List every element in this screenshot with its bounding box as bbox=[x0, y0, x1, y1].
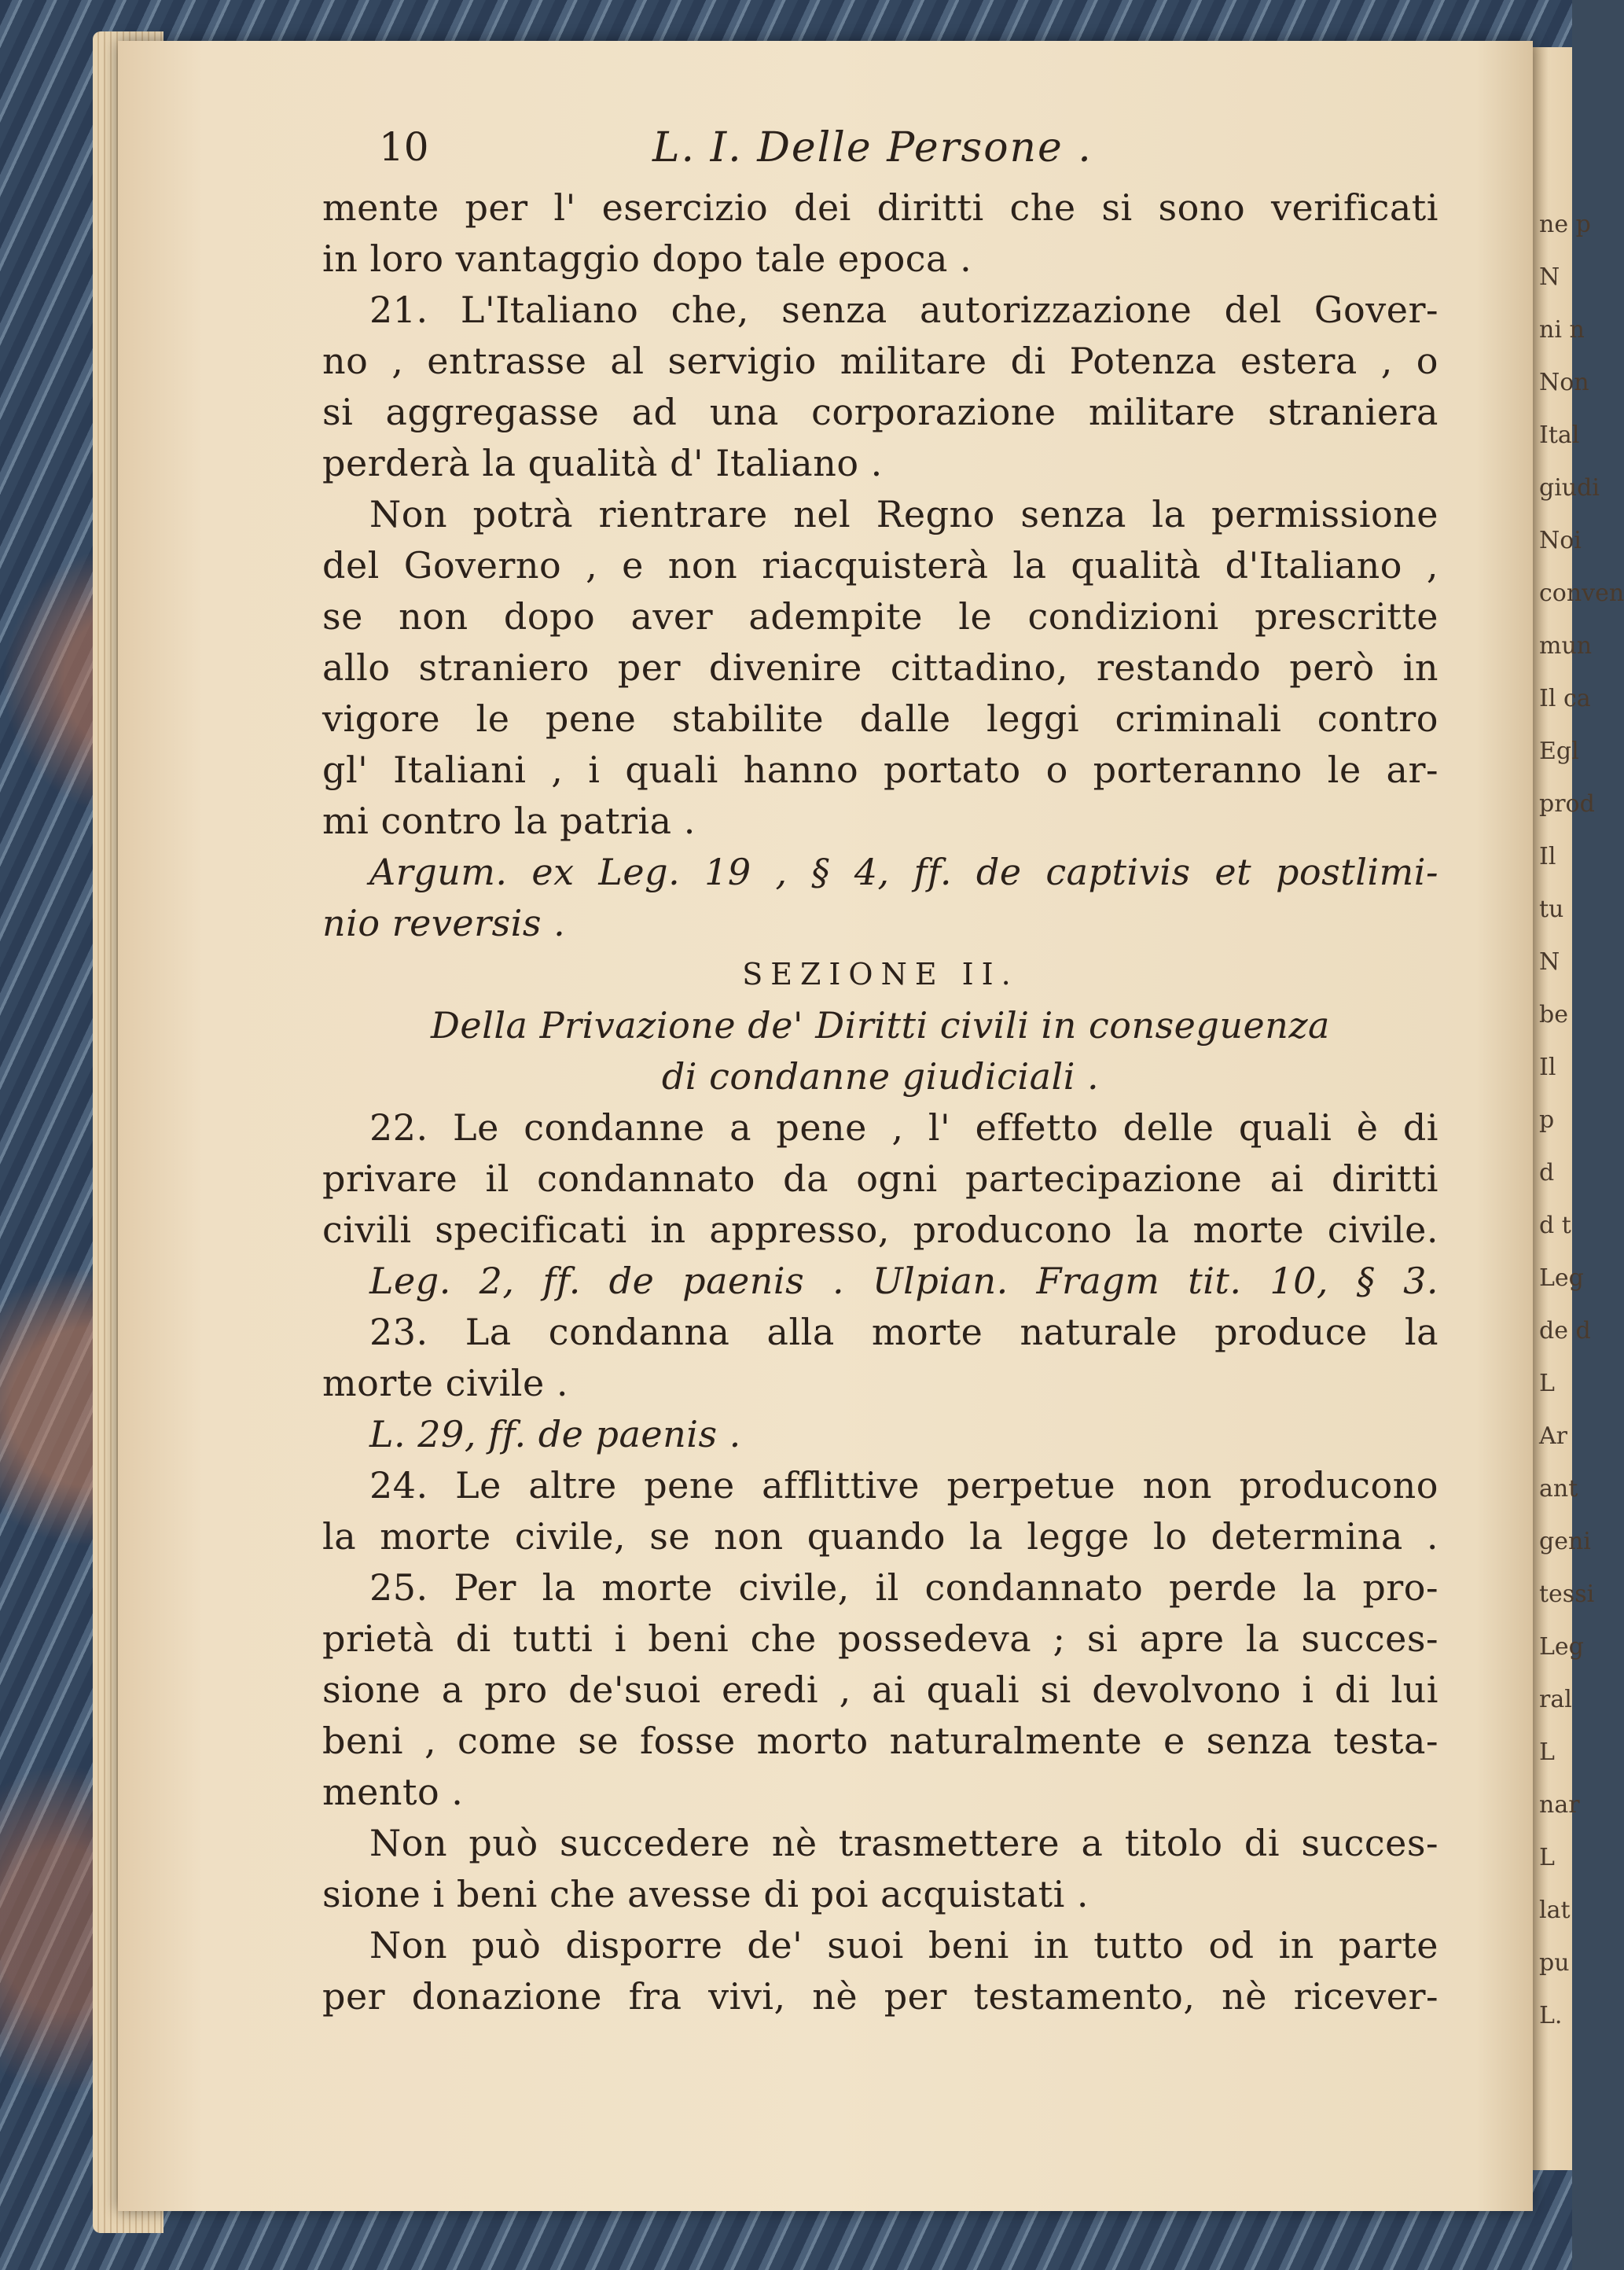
text-line: morte civile . bbox=[322, 1362, 568, 1404]
edge-fragment: tu bbox=[1539, 896, 1564, 923]
edge-fragment: d bbox=[1539, 1159, 1555, 1187]
text-line: vigore le pene stabilite dalle leggi criminali contro bbox=[322, 697, 1438, 740]
text-line: L. 29, ff. de paenis . bbox=[369, 1413, 741, 1455]
text-line: nio reversis . bbox=[322, 902, 566, 944]
text-line: civili specificati in appresso, producono la morte civile. bbox=[322, 1209, 1438, 1251]
text-line: Non può succedere nè trasmettere a titolo di succes- bbox=[369, 1822, 1438, 1864]
edge-fragment: Il bbox=[1539, 843, 1556, 870]
edge-fragment: L. bbox=[1539, 2002, 1563, 2029]
edge-fragment: conven bbox=[1539, 579, 1624, 607]
text-line: del Governo , e non riacquisterà la qualità d'Italiano , bbox=[322, 544, 1438, 587]
text-line: di condanne giudiciali . bbox=[661, 1055, 1100, 1098]
edge-fragment: geni bbox=[1539, 1528, 1591, 1555]
running-title: L. I. Delle Persone . bbox=[652, 124, 1093, 171]
text-line: allo straniero per divenire cittadino, restando però in bbox=[322, 646, 1438, 689]
edge-fragment: Il bbox=[1539, 1054, 1556, 1081]
edge-fragment: ni n bbox=[1539, 316, 1585, 344]
text-line: no , entrasse al servigio militare di Potenza estera , o bbox=[322, 340, 1438, 382]
text-line: privare il condannato da ogni partecipazione ai diritti bbox=[322, 1157, 1438, 1200]
text-line: prietà di tutti i beni che possedeva ; si apre la succes- bbox=[322, 1617, 1438, 1660]
text-line: per donazione fra vivi, nè per testamento, nè ricever- bbox=[322, 1975, 1438, 2018]
page-text bbox=[322, 118, 1438, 2022]
edge-fragment: ant bbox=[1539, 1475, 1578, 1503]
edge-fragment: Ar bbox=[1539, 1422, 1568, 1450]
text-line: se non dopo aver adempite le condizioni prescritte bbox=[322, 595, 1438, 638]
edge-fragment: tessi bbox=[1539, 1580, 1595, 1608]
text-line: 22. Le condanne a pene , l' effetto delle quali è di bbox=[369, 1106, 1438, 1149]
edge-fragment: L bbox=[1539, 1738, 1555, 1766]
text-line: SEZIONE II. bbox=[742, 957, 1019, 992]
edge-fragment: lat bbox=[1539, 1897, 1571, 1924]
text-line: mento . bbox=[322, 1771, 464, 1813]
text-line: sione i beni che avesse di poi acquistati . bbox=[322, 1873, 1089, 1915]
text-line: Non potrà rientrare nel Regno senza la permissione bbox=[369, 493, 1438, 535]
text-line: Leg. 2, ff. de paenis . Ulpian. Fragm tit. 10, § 3. bbox=[369, 1260, 1438, 1302]
edge-fragment: Leg bbox=[1539, 1264, 1584, 1292]
edge-fragment: be bbox=[1539, 1001, 1568, 1028]
edge-fragment: Egl bbox=[1539, 738, 1579, 765]
text-line: 23. La condanna alla morte naturale produce la bbox=[369, 1311, 1438, 1353]
page-header bbox=[322, 118, 1438, 182]
edge-fragment: L bbox=[1539, 1370, 1555, 1397]
text-line: Della Privazione de' Diritti civili in conseguenza bbox=[431, 1004, 1330, 1047]
edge-fragment: ne p bbox=[1539, 211, 1591, 238]
edge-fragment: Non bbox=[1539, 369, 1589, 396]
edge-fragment: d t bbox=[1539, 1212, 1571, 1239]
edge-fragment: ral bbox=[1539, 1686, 1572, 1713]
edge-fragment: Il ca bbox=[1539, 685, 1591, 712]
text-line: 24. Le altre pene afflittive perpetue non producono bbox=[369, 1464, 1438, 1507]
text-line: 21. L'Italiano che, senza autorizzazione del Gover- bbox=[369, 289, 1438, 331]
page-number: 10 bbox=[379, 124, 429, 170]
text-line: mi contro la patria . bbox=[322, 800, 696, 842]
edge-fragment: Leg bbox=[1539, 1633, 1584, 1661]
body-lines bbox=[322, 182, 1438, 2022]
edge-fragment: L bbox=[1539, 1844, 1555, 1871]
edge-fragment: pu bbox=[1539, 1949, 1570, 1977]
text-line: Non può disporre de' suoi beni in tutto od in parte bbox=[369, 1924, 1438, 1966]
text-line: gl' Italiani , i quali hanno portato o porteranno le ar- bbox=[322, 749, 1438, 791]
edge-fragment: Ital bbox=[1539, 421, 1580, 449]
text-line: 25. Per la morte civile, il condannato perde la pro- bbox=[369, 1566, 1438, 1609]
text-line: Argum. ex Leg. 19 , § 4, ff. de captivis et postlimi- bbox=[369, 851, 1438, 893]
edge-fragment: prod bbox=[1539, 790, 1595, 818]
edge-fragment: de d bbox=[1539, 1317, 1591, 1345]
edge-fragment: N bbox=[1539, 948, 1560, 976]
edge-fragment: p bbox=[1539, 1106, 1555, 1134]
edge-fragment: mun bbox=[1539, 632, 1593, 660]
text-line: sione a pro de'suoi eredi , ai quali si devolvono i di lui bbox=[322, 1668, 1438, 1711]
edge-fragment: Noi bbox=[1539, 527, 1582, 554]
text-line: la morte civile, se non quando la legge lo determina . bbox=[322, 1515, 1438, 1558]
text-line: in loro vantaggio dopo tale epoca . bbox=[322, 237, 972, 280]
text-line: si aggregasse ad una corporazione militare straniera bbox=[322, 391, 1438, 433]
text-line: beni , come se fosse morto naturalmente e senza testa- bbox=[322, 1720, 1438, 1762]
edge-fragment: N bbox=[1539, 263, 1560, 291]
edge-fragment: nar bbox=[1539, 1791, 1580, 1819]
text-line: perderà la qualità d' Italiano . bbox=[322, 442, 883, 484]
edge-fragment: giudi bbox=[1539, 474, 1600, 502]
text-line: mente per l' esercizio dei diritti che si sono verificati bbox=[322, 186, 1438, 229]
